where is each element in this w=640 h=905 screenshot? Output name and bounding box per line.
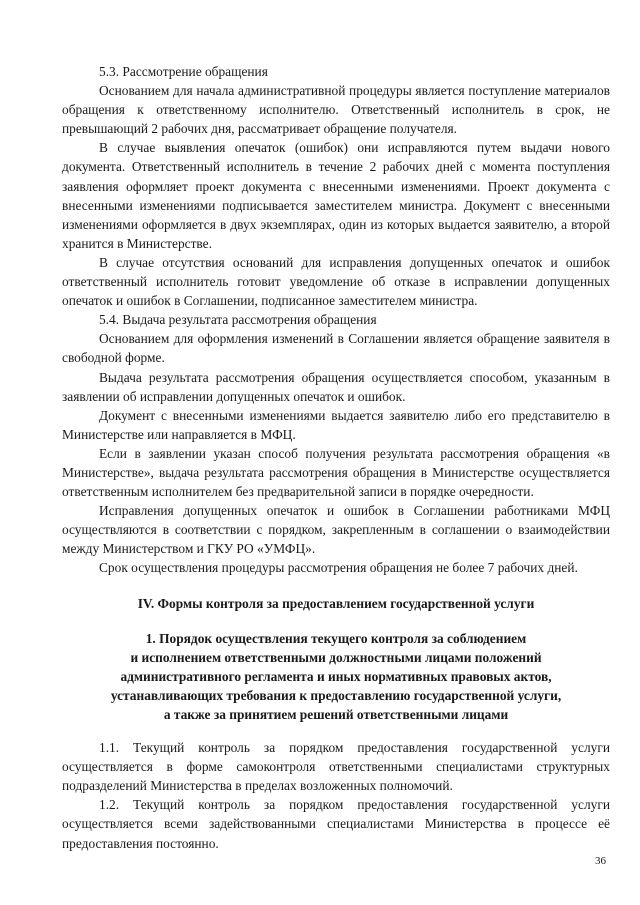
paragraph: Исправления допущенных опечаток и ошибок в Соглашении работниками МФЦ осуществляются в соответствии с порядком, закрепленным в соглашении о взаимодействии между Министерством и ГКУ РО «УМФЦ». — [62, 503, 610, 557]
subsection-heading — [62, 629, 610, 724]
subsection-heading-line: 1. Порядок осуществления текущего контроля за соблюдением — [145, 630, 527, 646]
paragraph: В случае выявления опечаток (ошибок) они исправляются путем выдачи нового документа. Ответственный исполнитель в течение 2 рабочих дней с момента поступления заявления оформляет проект документа с внесенными изменениями. Проект документа с внесенными изменениями подписывается заместителем министра. Документ с внесенными изменениями оформляется в двух экземплярах, один из которых выдается заявителю, а второй хранится в Министерстве. — [62, 140, 610, 251]
paragraph: 1.1. Текущий контроль за порядком предоставления государственной услуги осуществляется в форме самоконтроля ответственными специалистами структурных подразделений Министерства в пределах возложенных полномочий. — [62, 740, 610, 794]
paragraph: Выдача результата рассмотрения обращения осуществляется способом, указанным в заявлении об исправлении допущенных опечаток и ошибок. — [62, 369, 610, 404]
paragraph: В случае отсутствия оснований для исправления допущенных опечаток и ошибок ответственный исполнитель готовит уведомление об отказе в исправлении допущенных опечаток и ошибок в Соглашении, подписанное заместителем министра. — [62, 254, 610, 309]
section-heading: IV. Формы контроля за предоставлением государственной услуги — [137, 595, 535, 611]
document-page — [62, 62, 610, 853]
subsection-heading-line: и исполнением ответственными должностными лицами положений — [130, 649, 542, 665]
paragraph: 1.2. Текущий контроль за порядком предоставления государственной услуги осуществляется всеми задействованными специалистами Министерства в процессе её предоставления постоянно. — [62, 797, 610, 851]
paragraph: Основанием для оформления изменений в Соглашении является обращение заявителя в свободной форме. — [62, 331, 610, 366]
page-number: 36 — [595, 855, 606, 867]
subsection-heading-line: административного регламента и иных нормативных правовых актов, — [120, 668, 552, 684]
item-heading-5-4: 5.4. Выдача результата рассмотрения обращения — [99, 312, 377, 328]
paragraph: Основанием для начала административной процедуры является поступление материалов обращения к ответственному исполнителю. Ответственный исполнитель в срок, не превышающий 2 рабочих дня, рассматривает обращение получателя. — [62, 83, 610, 137]
item-heading-5-3: 5.3. Рассмотрение обращения — [99, 64, 268, 79]
subsection-heading-line: устанавливающих требования к предоставлению государственной услуги, — [110, 687, 562, 703]
paragraph: Срок осуществления процедуры рассмотрения обращения не более 7 рабочих дней. — [99, 560, 578, 576]
paragraph: Документ с внесенными изменениями выдается заявителю либо его представителю в Министерстве или направляется в МФЦ. — [62, 407, 610, 442]
subsection-heading-line: а также за принятием решений ответственными лицами — [163, 707, 509, 722]
paragraph: Если в заявлении указан способ получения результата рассмотрения обращения «в Министерстве», выдача результата рассмотрения обращения в Министерстве осуществляется ответственным исполнителем без предварительной записи в порядке очередности. — [62, 445, 610, 500]
